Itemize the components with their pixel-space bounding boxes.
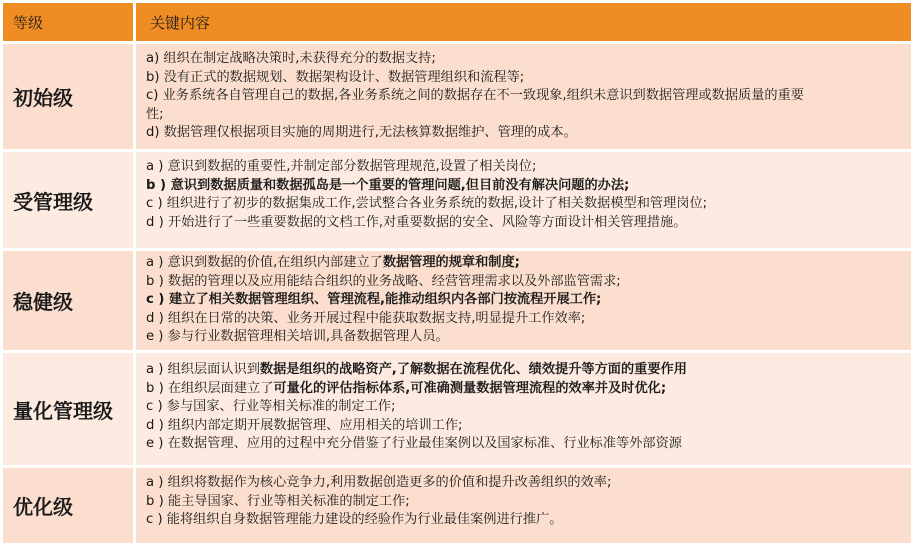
content-cell xyxy=(136,251,911,350)
item-line: b ) 在组织层面建立了可量化的评估指标体系,可准确测量数据管理流程的效率并及时优化; xyxy=(146,380,667,396)
item-line: c ) 建立了相关数据管理组织、管理流程,能推动组织内各部门按流程开展工作; xyxy=(146,292,602,308)
level-cell: 量化管理级 xyxy=(3,353,133,465)
content-cell xyxy=(136,152,911,248)
item-line: e ) 在数据管理、应用的过程中充分借鉴了行业最佳案例以及国家标准、行业标准等外部资源 xyxy=(146,436,682,452)
item-line: b ) 能主导国家、行业等相关标准的制定工作; xyxy=(146,493,410,509)
maturity-table xyxy=(3,3,911,534)
level-cell: 初始级 xyxy=(3,44,133,149)
header-content: 关键内容 xyxy=(136,3,911,41)
item-line: c ) 组织进行了初步的数据集成工作,尝试整合各业务系统的数据,设计了相关数据模型和管理岗位; xyxy=(146,196,708,212)
item-line: e ) 参与行业数据管理相关培训,具备数据管理人员。 xyxy=(146,329,449,345)
item-line: d ) 组织在日常的决策、业务开展过程中能获取数据支持,明显提升工作效率; xyxy=(146,310,586,326)
content-cell xyxy=(136,44,911,149)
item-line: b ) 意识到数据质量和数据孤岛是一个重要的管理问题,但目前没有解决问题的办法; xyxy=(146,177,630,193)
item-line: d ) 开始进行了一些重要数据的文档工作,对重要数据的安全、风险等方面设计相关管理措施。 xyxy=(146,214,687,230)
level-cell: 受管理级 xyxy=(3,152,133,248)
item-line: c ) 能将组织自身数据管理能力建设的经验作为行业最佳案例进行推广。 xyxy=(146,512,563,528)
item-line: d) 数据管理仅根据项目实施的周期进行,无法核算数据维护、管理的成本。 xyxy=(146,125,577,141)
item-line: a ) 组织将数据作为核心竞争力,利用数据创造更多的价值和提升改善组织的效率; xyxy=(146,475,612,490)
item-line: a ) 意识到数据的价值,在组织内部建立了数据管理的规章和制度; xyxy=(146,255,520,270)
item-line: d ) 组织内部定期开展数据管理、应用相关的培训工作; xyxy=(146,417,463,433)
content-cell xyxy=(136,353,911,465)
header-level: 等级 xyxy=(3,3,133,41)
item-line: c ) 参与国家、行业等相关标准的制定工作; xyxy=(146,399,396,415)
item-line: a ) 意识到数据的重要性,并制定部分数据管理规范,设置了相关岗位; xyxy=(146,159,537,174)
item-line: b ) 数据的管理以及应用能结合组织的业务战略、经营管理需求以及外部监管需求; xyxy=(146,273,621,289)
level-cell: 稳健级 xyxy=(3,251,133,350)
item-line: a ) 组织层面认识到数据是组织的战略资产,了解数据在流程优化、绩效提升等方面的重要作用 xyxy=(146,362,687,377)
content-cell xyxy=(136,468,911,543)
item-line: a) 组织在制定战略决策时,未获得充分的数据支持; xyxy=(146,51,436,66)
level-cell: 优化级 xyxy=(3,468,133,543)
item-line: b) 没有正式的数据规划、数据架构设计、数据管理组织和流程等; xyxy=(146,69,525,85)
item-line: c) 业务系统各自管理自己的数据,各业务系统之间的数据存在不一致现象,组织未意识到数据管理或数据质量的重要性; xyxy=(146,88,804,122)
